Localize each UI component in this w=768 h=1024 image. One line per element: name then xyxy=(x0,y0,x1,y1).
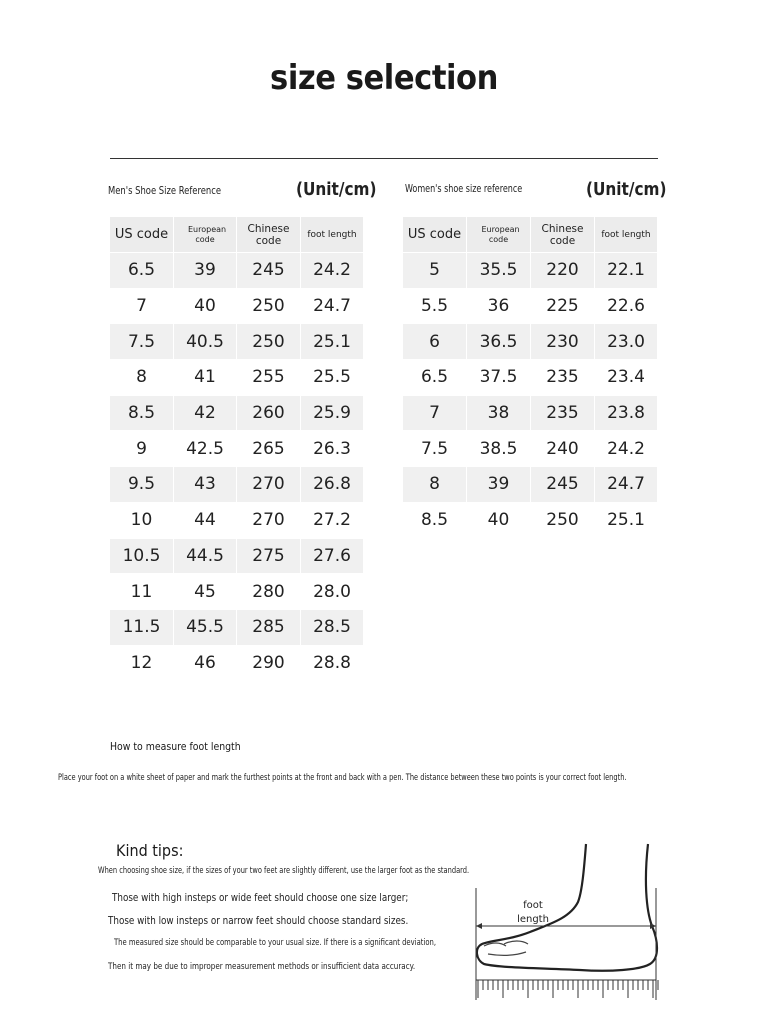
table-row xyxy=(110,503,364,539)
table-row xyxy=(110,289,364,325)
european-code-cell: 38.5 xyxy=(467,431,531,467)
chinese-code-cell: 285 xyxy=(237,610,301,646)
chinese-code-cell: 270 xyxy=(237,503,301,539)
table-row xyxy=(403,396,658,432)
table-row xyxy=(110,324,364,360)
us-code-cell: 11 xyxy=(110,574,174,610)
foot-outline xyxy=(477,844,657,971)
chinese-code-cell: 240 xyxy=(531,431,595,467)
european-code-cell: 42.5 xyxy=(174,431,237,467)
european-code-cell: 36 xyxy=(467,289,531,325)
ruler-ticks xyxy=(478,980,658,998)
european-code-cell: 42 xyxy=(174,396,237,432)
table-row xyxy=(110,574,364,610)
us-code-cell: 8 xyxy=(403,467,467,503)
chinese-code-cell: 225 xyxy=(531,289,595,325)
men-unit-label: (Unit/cm) xyxy=(296,179,377,200)
table-row xyxy=(403,289,658,325)
us-code-cell: 6.5 xyxy=(110,253,174,289)
table-row xyxy=(403,431,658,467)
chinese-code-cell: 220 xyxy=(531,253,595,289)
foot-length-cell: 23.4 xyxy=(595,360,658,396)
header-chinese-code: Chinese code xyxy=(237,217,301,253)
european-code-cell: 38 xyxy=(467,396,531,432)
us-code-cell: 8.5 xyxy=(403,503,467,539)
us-code-cell: 10 xyxy=(110,503,174,539)
table-row xyxy=(110,646,364,682)
tip-line: The measured size should be comparable to your usual size. If there is a significant deviation, xyxy=(114,938,437,948)
chinese-code-cell: 250 xyxy=(237,324,301,360)
women-unit-label: (Unit/cm) xyxy=(586,179,667,200)
header-european-code: European code xyxy=(467,217,531,253)
us-code-cell: 11.5 xyxy=(110,610,174,646)
chinese-code-cell: 260 xyxy=(237,396,301,432)
european-code-cell: 41 xyxy=(174,360,237,396)
european-code-cell: 37.5 xyxy=(467,360,531,396)
us-code-cell: 8 xyxy=(110,360,174,396)
table-row xyxy=(403,253,658,289)
us-code-cell: 6 xyxy=(403,324,467,360)
us-code-cell: 8.5 xyxy=(110,396,174,432)
toe-lines xyxy=(484,941,528,955)
men-table-label: Men's Shoe Size Reference xyxy=(108,184,222,197)
table-row xyxy=(110,253,364,289)
women-size-table xyxy=(403,217,658,539)
divider xyxy=(110,158,658,159)
foot-length-cell: 27.6 xyxy=(301,539,364,575)
header-european-code: European code xyxy=(174,217,237,253)
foot-length-cell: 26.3 xyxy=(301,431,364,467)
us-code-cell: 7 xyxy=(403,396,467,432)
chinese-code-cell: 265 xyxy=(237,431,301,467)
foot-length-cell: 24.2 xyxy=(301,253,364,289)
table-row xyxy=(403,503,658,539)
tip-line: Then it may be due to improper measurement methods or insufficient data accuracy. xyxy=(108,962,416,972)
header-foot-length: foot length xyxy=(301,217,364,253)
european-code-cell: 36.5 xyxy=(467,324,531,360)
us-code-cell: 5 xyxy=(403,253,467,289)
european-code-cell: 45.5 xyxy=(174,610,237,646)
european-code-cell: 45 xyxy=(174,574,237,610)
chinese-code-cell: 230 xyxy=(531,324,595,360)
us-code-cell: 7.5 xyxy=(403,431,467,467)
tip-line: Those with low insteps or narrow feet should choose standard sizes. xyxy=(108,914,409,927)
us-code-cell: 7.5 xyxy=(110,324,174,360)
european-code-cell: 44.5 xyxy=(174,539,237,575)
foot-length-cell: 24.7 xyxy=(301,289,364,325)
tip-line: When choosing shoe size, if the sizes of your two feet are slightly different, use the larger foot as the standard. xyxy=(98,866,470,876)
foot-length-cell: 22.1 xyxy=(595,253,658,289)
foot-length-cell: 25.9 xyxy=(301,396,364,432)
foot-length-cell: 25.5 xyxy=(301,360,364,396)
foot-length-cell: 24.7 xyxy=(595,467,658,503)
women-table-label: Women's shoe size reference xyxy=(405,183,523,195)
measure-heading: How to measure foot length xyxy=(110,740,241,753)
european-code-cell: 40 xyxy=(467,503,531,539)
chinese-code-cell: 275 xyxy=(237,539,301,575)
chinese-code-cell: 250 xyxy=(531,503,595,539)
foot-length-cell: 22.6 xyxy=(595,289,658,325)
european-code-cell: 39 xyxy=(467,467,531,503)
foot-length-label: foot xyxy=(523,900,543,911)
tips-heading: Kind tips: xyxy=(116,841,184,860)
header-us-code: US code xyxy=(403,217,467,253)
table-row xyxy=(110,431,364,467)
foot-length-cell: 26.8 xyxy=(301,467,364,503)
chinese-code-cell: 290 xyxy=(237,646,301,682)
european-code-cell: 46 xyxy=(174,646,237,682)
us-code-cell: 7 xyxy=(110,289,174,325)
european-code-cell: 40 xyxy=(174,289,237,325)
chinese-code-cell: 235 xyxy=(531,360,595,396)
chinese-code-cell: 235 xyxy=(531,396,595,432)
chinese-code-cell: 245 xyxy=(531,467,595,503)
us-code-cell: 6.5 xyxy=(403,360,467,396)
foot-length-cell: 24.2 xyxy=(595,431,658,467)
table-row xyxy=(110,610,364,646)
us-code-cell: 9.5 xyxy=(110,467,174,503)
table-row xyxy=(403,360,658,396)
foot-length-cell: 25.1 xyxy=(595,503,658,539)
men-size-table xyxy=(110,217,364,681)
foot-length-cell: 28.5 xyxy=(301,610,364,646)
foot-length-cell: 25.1 xyxy=(301,324,364,360)
page-title: size selection xyxy=(270,58,498,98)
table-row xyxy=(403,467,658,503)
us-code-cell: 9 xyxy=(110,431,174,467)
foot-length-cell: 23.0 xyxy=(595,324,658,360)
us-code-cell: 5.5 xyxy=(403,289,467,325)
european-code-cell: 35.5 xyxy=(467,253,531,289)
european-code-cell: 39 xyxy=(174,253,237,289)
header-chinese-code: Chinese code xyxy=(531,217,595,253)
header-foot-length: foot length xyxy=(595,217,658,253)
measure-instructions: Place your foot on a white sheet of paper and mark the furthest points at the front and back with a pen. The distance between these two points is your correct foot length. xyxy=(58,773,627,783)
tip-line: Those with high insteps or wide feet should choose one size larger; xyxy=(112,891,409,904)
foot-measurement-diagram xyxy=(470,840,670,1005)
chinese-code-cell: 255 xyxy=(237,360,301,396)
chinese-code-cell: 245 xyxy=(237,253,301,289)
us-code-cell: 12 xyxy=(110,646,174,682)
us-code-cell: 10.5 xyxy=(110,539,174,575)
foot-length-cell: 28.8 xyxy=(301,646,364,682)
table-row xyxy=(110,467,364,503)
foot-length-cell: 23.8 xyxy=(595,396,658,432)
table-row xyxy=(110,396,364,432)
arrow-left xyxy=(476,923,482,929)
chinese-code-cell: 270 xyxy=(237,467,301,503)
table-row xyxy=(110,539,364,575)
table-row xyxy=(110,360,364,396)
foot-length-cell: 27.2 xyxy=(301,503,364,539)
european-code-cell: 43 xyxy=(174,467,237,503)
european-code-cell: 44 xyxy=(174,503,237,539)
table-row xyxy=(403,324,658,360)
european-code-cell: 40.5 xyxy=(174,324,237,360)
chinese-code-cell: 250 xyxy=(237,289,301,325)
chinese-code-cell: 280 xyxy=(237,574,301,610)
foot-length-label: length xyxy=(517,914,549,925)
foot-length-cell: 28.0 xyxy=(301,574,364,610)
header-us-code: US code xyxy=(110,217,174,253)
